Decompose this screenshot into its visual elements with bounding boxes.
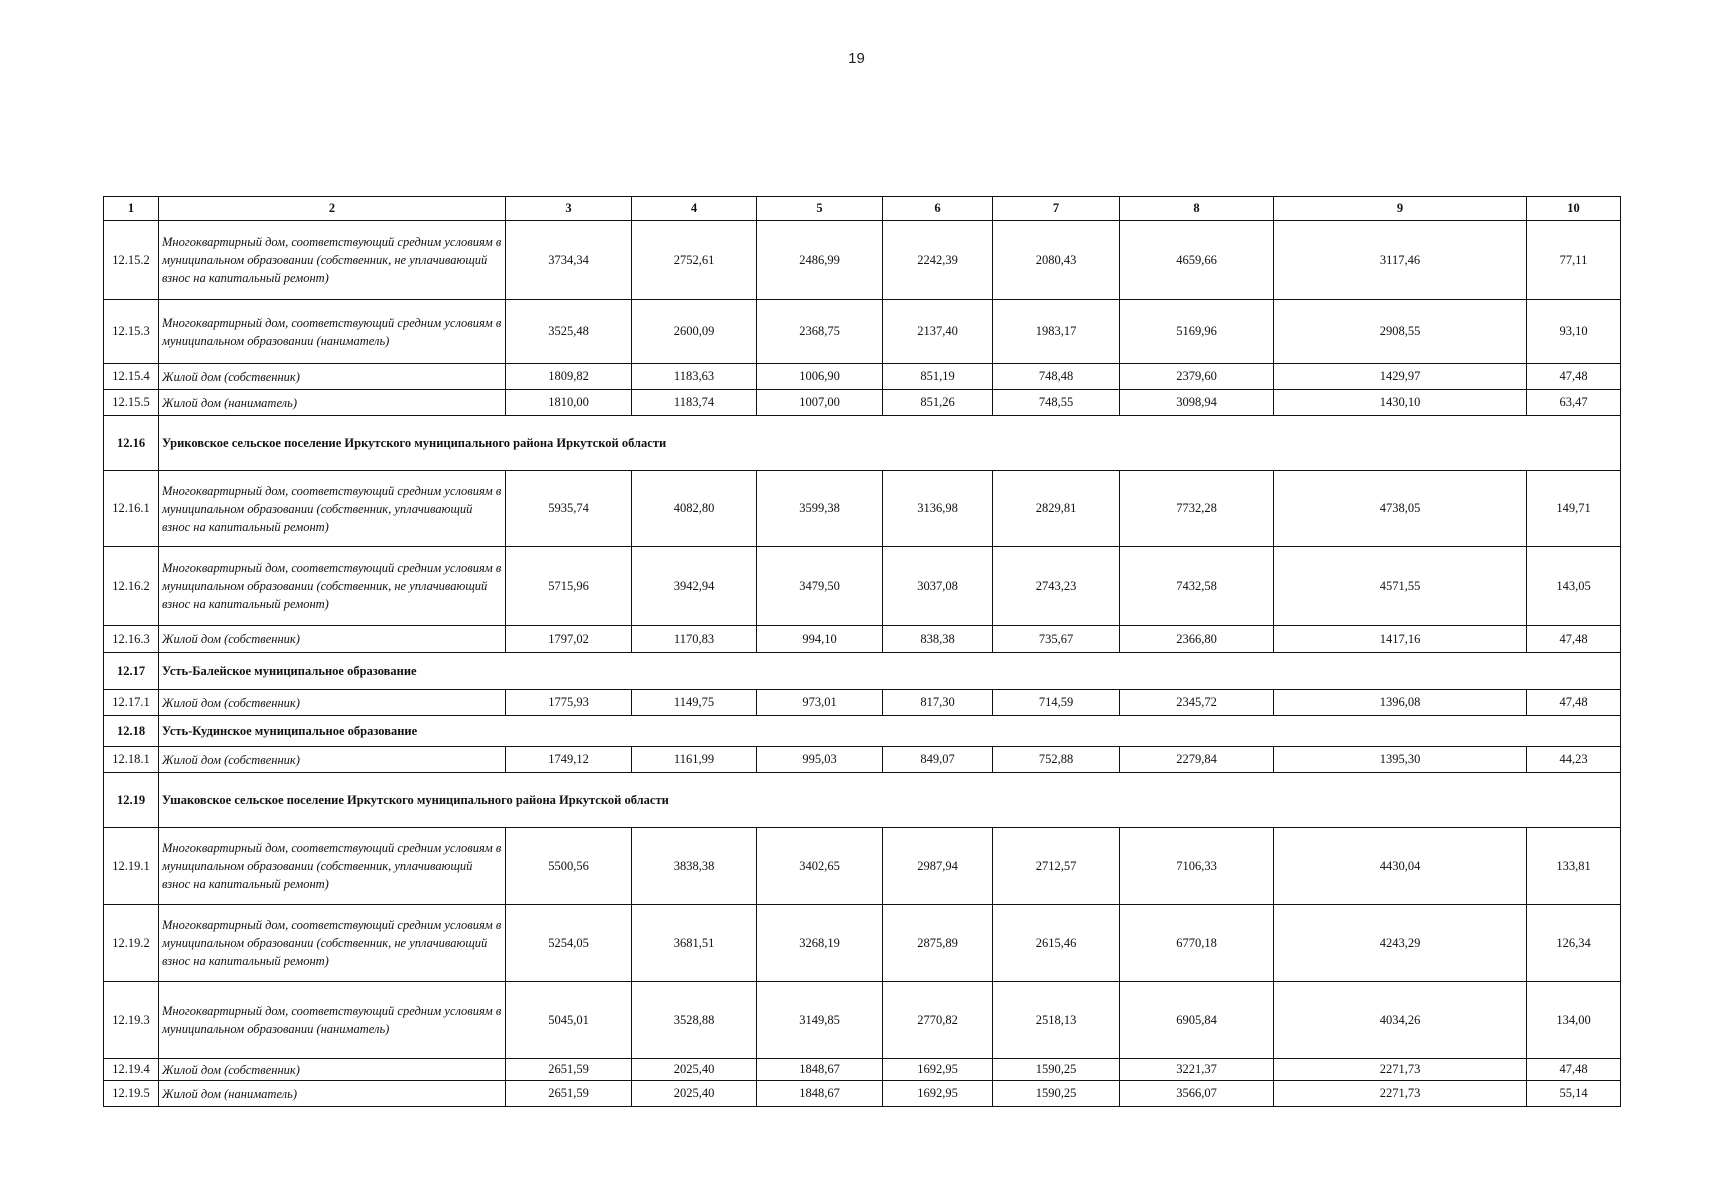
value-cell: 1429,97 xyxy=(1274,364,1527,390)
value-cell: 2987,94 xyxy=(883,828,993,905)
row-name: Многоквартирный дом, соответствующий средним условиям в муниципальном образовании (собственник, не уплачивающий взнос на капитальный ремонт) xyxy=(159,547,506,626)
value-cell: 3479,50 xyxy=(757,547,883,626)
value-cell: 2279,84 xyxy=(1120,747,1274,773)
value-cell: 1006,90 xyxy=(757,364,883,390)
header-cell: 6 xyxy=(883,197,993,221)
row-code: 12.19.3 xyxy=(104,982,159,1059)
value-cell: 4082,80 xyxy=(632,471,757,547)
value-cell: 1170,83 xyxy=(632,626,757,653)
section-title: Ушаковское сельское поселение Иркутского муниципального района Иркутской области xyxy=(159,773,1621,828)
section-row xyxy=(104,653,1621,690)
table-row xyxy=(104,221,1621,300)
table-row xyxy=(104,364,1621,390)
value-cell: 4571,55 xyxy=(1274,547,1527,626)
value-cell: 2025,40 xyxy=(632,1081,757,1107)
section-row xyxy=(104,716,1621,747)
row-code: 12.16 xyxy=(104,416,159,471)
value-cell: 4243,29 xyxy=(1274,905,1527,982)
row-name: Жилой дом (собственник) xyxy=(159,626,506,653)
value-cell: 5935,74 xyxy=(506,471,632,547)
value-cell: 6905,84 xyxy=(1120,982,1274,1059)
value-cell: 817,30 xyxy=(883,690,993,716)
row-code: 12.16.1 xyxy=(104,471,159,547)
value-cell: 838,38 xyxy=(883,626,993,653)
header-cell: 9 xyxy=(1274,197,1527,221)
row-code: 12.16.3 xyxy=(104,626,159,653)
value-cell: 2743,23 xyxy=(993,547,1120,626)
value-cell: 3528,88 xyxy=(632,982,757,1059)
table-row xyxy=(104,626,1621,653)
value-cell: 973,01 xyxy=(757,690,883,716)
row-name: Многоквартирный дом, соответствующий средним условиям в муниципальном образовании (наниматель) xyxy=(159,300,506,364)
value-cell: 2712,57 xyxy=(993,828,1120,905)
value-cell: 126,34 xyxy=(1527,905,1621,982)
value-cell: 1183,63 xyxy=(632,364,757,390)
value-cell: 2486,99 xyxy=(757,221,883,300)
row-name: Многоквартирный дом, соответствующий средним условиям в муниципальном образовании (собственник, уплачивающий взнос на капитальный ремонт) xyxy=(159,471,506,547)
value-cell: 63,47 xyxy=(1527,390,1621,416)
table-row xyxy=(104,471,1621,547)
value-cell: 5254,05 xyxy=(506,905,632,982)
table-row xyxy=(104,390,1621,416)
value-cell: 3117,46 xyxy=(1274,221,1527,300)
value-cell: 849,07 xyxy=(883,747,993,773)
row-name: Жилой дом (наниматель) xyxy=(159,1081,506,1107)
value-cell: 2025,40 xyxy=(632,1059,757,1081)
table-row xyxy=(104,905,1621,982)
value-cell: 1775,93 xyxy=(506,690,632,716)
value-cell: 4659,66 xyxy=(1120,221,1274,300)
value-cell: 1395,30 xyxy=(1274,747,1527,773)
value-cell: 44,23 xyxy=(1527,747,1621,773)
row-name: Многоквартирный дом, соответствующий средним условиям в муниципальном образовании (собственник, не уплачивающий взнос на капитальный ремонт) xyxy=(159,905,506,982)
row-code: 12.15.2 xyxy=(104,221,159,300)
header-cell: 10 xyxy=(1527,197,1621,221)
value-cell: 2080,43 xyxy=(993,221,1120,300)
value-cell: 1848,67 xyxy=(757,1059,883,1081)
value-cell: 47,48 xyxy=(1527,364,1621,390)
value-cell: 149,71 xyxy=(1527,471,1621,547)
value-cell: 1983,17 xyxy=(993,300,1120,364)
value-cell: 748,48 xyxy=(993,364,1120,390)
row-name: Многоквартирный дом, соответствующий средним условиям в муниципальном образовании (собственник, уплачивающий взнос на капитальный ремонт) xyxy=(159,828,506,905)
value-cell: 2752,61 xyxy=(632,221,757,300)
value-cell: 3942,94 xyxy=(632,547,757,626)
header-cell: 7 xyxy=(993,197,1120,221)
value-cell: 851,26 xyxy=(883,390,993,416)
row-code: 12.17.1 xyxy=(104,690,159,716)
value-cell: 7106,33 xyxy=(1120,828,1274,905)
value-cell: 851,19 xyxy=(883,364,993,390)
value-cell: 3136,98 xyxy=(883,471,993,547)
value-cell: 2829,81 xyxy=(993,471,1120,547)
row-code: 12.19.5 xyxy=(104,1081,159,1107)
value-cell: 1161,99 xyxy=(632,747,757,773)
row-name: Жилой дом (собственник) xyxy=(159,747,506,773)
value-cell: 2345,72 xyxy=(1120,690,1274,716)
value-cell: 47,48 xyxy=(1527,1059,1621,1081)
table-row xyxy=(104,828,1621,905)
value-cell: 3566,07 xyxy=(1120,1081,1274,1107)
table-row xyxy=(104,747,1621,773)
table-row xyxy=(104,690,1621,716)
header-row xyxy=(104,197,1621,221)
value-cell: 3599,38 xyxy=(757,471,883,547)
section-title: Усть-Балейское муниципальное образование xyxy=(159,653,1621,690)
value-cell: 752,88 xyxy=(993,747,1120,773)
value-cell: 5715,96 xyxy=(506,547,632,626)
value-cell: 2271,73 xyxy=(1274,1059,1527,1081)
value-cell: 735,67 xyxy=(993,626,1120,653)
header-cell: 5 xyxy=(757,197,883,221)
value-cell: 1797,02 xyxy=(506,626,632,653)
table-row xyxy=(104,300,1621,364)
page-number: 19 xyxy=(848,50,865,67)
value-cell: 1590,25 xyxy=(993,1059,1120,1081)
value-cell: 4034,26 xyxy=(1274,982,1527,1059)
section-title: Усть-Кудинское муниципальное образование xyxy=(159,716,1621,747)
value-cell: 2379,60 xyxy=(1120,364,1274,390)
header-cell: 3 xyxy=(506,197,632,221)
value-cell: 2651,59 xyxy=(506,1081,632,1107)
value-cell: 1183,74 xyxy=(632,390,757,416)
value-cell: 994,10 xyxy=(757,626,883,653)
value-cell: 1430,10 xyxy=(1274,390,1527,416)
value-cell: 3525,48 xyxy=(506,300,632,364)
row-code: 12.18.1 xyxy=(104,747,159,773)
value-cell: 5169,96 xyxy=(1120,300,1274,364)
value-cell: 3838,38 xyxy=(632,828,757,905)
value-cell: 3268,19 xyxy=(757,905,883,982)
value-cell: 143,05 xyxy=(1527,547,1621,626)
tariff-table xyxy=(103,196,1621,1107)
value-cell: 1692,95 xyxy=(883,1081,993,1107)
row-code: 12.15.3 xyxy=(104,300,159,364)
value-cell: 93,10 xyxy=(1527,300,1621,364)
value-cell: 3149,85 xyxy=(757,982,883,1059)
value-cell: 1848,67 xyxy=(757,1081,883,1107)
value-cell: 47,48 xyxy=(1527,626,1621,653)
value-cell: 2651,59 xyxy=(506,1059,632,1081)
value-cell: 3221,37 xyxy=(1120,1059,1274,1081)
row-name: Жилой дом (собственник) xyxy=(159,364,506,390)
row-code: 12.19.1 xyxy=(104,828,159,905)
header-cell: 2 xyxy=(159,197,506,221)
row-name: Жилой дом (собственник) xyxy=(159,690,506,716)
section-row xyxy=(104,773,1621,828)
value-cell: 748,55 xyxy=(993,390,1120,416)
value-cell: 1417,16 xyxy=(1274,626,1527,653)
value-cell: 995,03 xyxy=(757,747,883,773)
row-name: Многоквартирный дом, соответствующий средним условиям в муниципальном образовании (собственник, не уплачивающий взнос на капитальный ремонт) xyxy=(159,221,506,300)
table-row xyxy=(104,1059,1621,1081)
row-name: Жилой дом (наниматель) xyxy=(159,390,506,416)
section-title: Уриковское сельское поселение Иркутского муниципального района Иркутской области xyxy=(159,416,1621,471)
table-row xyxy=(104,1081,1621,1107)
value-cell: 714,59 xyxy=(993,690,1120,716)
value-cell: 2137,40 xyxy=(883,300,993,364)
value-cell: 3402,65 xyxy=(757,828,883,905)
section-row xyxy=(104,416,1621,471)
value-cell: 7432,58 xyxy=(1120,547,1274,626)
value-cell: 2875,89 xyxy=(883,905,993,982)
value-cell: 1692,95 xyxy=(883,1059,993,1081)
row-code: 12.17 xyxy=(104,653,159,690)
value-cell: 1007,00 xyxy=(757,390,883,416)
value-cell: 1810,00 xyxy=(506,390,632,416)
value-cell: 2368,75 xyxy=(757,300,883,364)
value-cell: 47,48 xyxy=(1527,690,1621,716)
header-cell: 1 xyxy=(104,197,159,221)
table-row xyxy=(104,547,1621,626)
value-cell: 2366,80 xyxy=(1120,626,1274,653)
value-cell: 2615,46 xyxy=(993,905,1120,982)
header-cell: 8 xyxy=(1120,197,1274,221)
value-cell: 2908,55 xyxy=(1274,300,1527,364)
value-cell: 3098,94 xyxy=(1120,390,1274,416)
row-code: 12.16.2 xyxy=(104,547,159,626)
value-cell: 4430,04 xyxy=(1274,828,1527,905)
value-cell: 6770,18 xyxy=(1120,905,1274,982)
value-cell: 134,00 xyxy=(1527,982,1621,1059)
value-cell: 2518,13 xyxy=(993,982,1120,1059)
value-cell: 3734,34 xyxy=(506,221,632,300)
value-cell: 4738,05 xyxy=(1274,471,1527,547)
value-cell: 55,14 xyxy=(1527,1081,1621,1107)
value-cell: 5045,01 xyxy=(506,982,632,1059)
header-cell: 4 xyxy=(632,197,757,221)
row-name: Жилой дом (собственник) xyxy=(159,1059,506,1081)
value-cell: 2770,82 xyxy=(883,982,993,1059)
value-cell: 77,11 xyxy=(1527,221,1621,300)
row-code: 12.19.2 xyxy=(104,905,159,982)
row-name: Многоквартирный дом, соответствующий средним условиям в муниципальном образовании (наниматель) xyxy=(159,982,506,1059)
table-row xyxy=(104,982,1621,1059)
value-cell: 1749,12 xyxy=(506,747,632,773)
row-code: 12.19.4 xyxy=(104,1059,159,1081)
row-code: 12.15.4 xyxy=(104,364,159,390)
value-cell: 2600,09 xyxy=(632,300,757,364)
value-cell: 1149,75 xyxy=(632,690,757,716)
value-cell: 2271,73 xyxy=(1274,1081,1527,1107)
row-code: 12.18 xyxy=(104,716,159,747)
table-body xyxy=(104,197,1621,1107)
row-code: 12.15.5 xyxy=(104,390,159,416)
value-cell: 1396,08 xyxy=(1274,690,1527,716)
value-cell: 1590,25 xyxy=(993,1081,1120,1107)
value-cell: 7732,28 xyxy=(1120,471,1274,547)
value-cell: 133,81 xyxy=(1527,828,1621,905)
value-cell: 1809,82 xyxy=(506,364,632,390)
value-cell: 3681,51 xyxy=(632,905,757,982)
value-cell: 5500,56 xyxy=(506,828,632,905)
value-cell: 3037,08 xyxy=(883,547,993,626)
value-cell: 2242,39 xyxy=(883,221,993,300)
row-code: 12.19 xyxy=(104,773,159,828)
